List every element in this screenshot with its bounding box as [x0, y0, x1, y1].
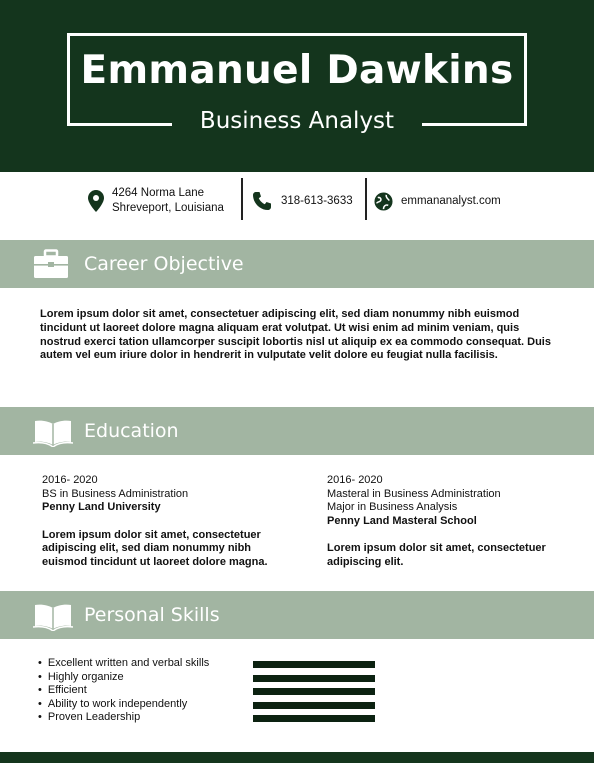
skill-item: • Efficient — [38, 684, 209, 698]
skill-item: • Ability to work independently — [38, 698, 209, 712]
skill-bar — [253, 675, 375, 682]
education-major: Major in Business Analysis — [327, 501, 458, 514]
contact-address — [88, 180, 224, 222]
location-pin-icon — [88, 190, 104, 212]
address-line-1: 4264 Norma Lane — [112, 187, 205, 199]
briefcase-icon — [33, 249, 69, 279]
section-heading: Career Objective — [84, 253, 244, 275]
personal-skills-band — [0, 591, 594, 639]
candidate-name: Emmanuel Dawkins — [80, 48, 514, 93]
skills-list — [38, 657, 209, 725]
address-line-2: Shreveport, Louisiana — [112, 202, 224, 214]
skill-item: • Proven Leadership — [38, 711, 209, 725]
section-heading: Personal Skills — [84, 604, 220, 626]
education-entry-2 — [327, 474, 567, 570]
skill-bar — [253, 661, 375, 668]
job-title-container — [172, 102, 422, 142]
section-heading: Education — [84, 420, 179, 442]
education-years: 2016- 2020 — [327, 474, 383, 486]
globe-icon — [374, 192, 393, 211]
skill-bar — [253, 715, 375, 722]
education-description: Lorem ipsum dolor sit amet, consectetuer adipiscing elit, sed diam nonummy nibh euismod tincidunt ut laoreet dolore magna. — [42, 528, 268, 568]
open-book-icon — [33, 417, 73, 447]
career-objective-band — [0, 240, 594, 288]
job-title: Business Analyst — [199, 108, 395, 134]
phone-icon — [252, 191, 272, 211]
skill-item: • Highly organize — [38, 671, 209, 685]
career-objective-text: Lorem ipsum dolor sit amet, consectetuer adipiscing elit, sed diam nonummy nibh euismod tincidunt ut laoreet dolore magna aliquam erat volutpat. Ut wisi enim ad minim veniam, quis nostrud exerci tation ullamcorper suscipit lobortis nisl ut aliquip ex ea commodo consequat. Duis autem vel eum iriure dolor in hendrerit in vulputate velit dolore eu feugiat nulla facilisis. — [40, 308, 551, 362]
education-school: Penny Land Masteral School — [327, 514, 477, 527]
address-text — [112, 186, 224, 216]
education-years: 2016- 2020 — [42, 474, 98, 486]
skill-bar — [253, 702, 375, 709]
education-degree: BS in Business Administration — [42, 487, 189, 500]
website-text: emmananalyst.com — [401, 194, 501, 207]
education-description: Lorem ipsum dolor sit amet, consectetuer adipiscing elit. — [327, 542, 546, 568]
education-school: Penny Land University — [42, 501, 161, 514]
education-entry-1 — [42, 474, 282, 570]
footer-band — [0, 752, 594, 763]
contact-divider — [365, 178, 367, 220]
contact-phone — [252, 180, 353, 222]
open-book-icon — [33, 601, 73, 631]
resume-header — [0, 0, 594, 172]
contact-website — [374, 180, 501, 222]
contact-divider — [241, 178, 243, 220]
skill-bar — [253, 688, 375, 695]
phone-text: 318-613-3633 — [281, 194, 353, 207]
education-degree: Masteral in Business Administration — [327, 487, 501, 500]
skill-item: • Excellent written and verbal skills — [38, 657, 209, 671]
education-band — [0, 407, 594, 455]
